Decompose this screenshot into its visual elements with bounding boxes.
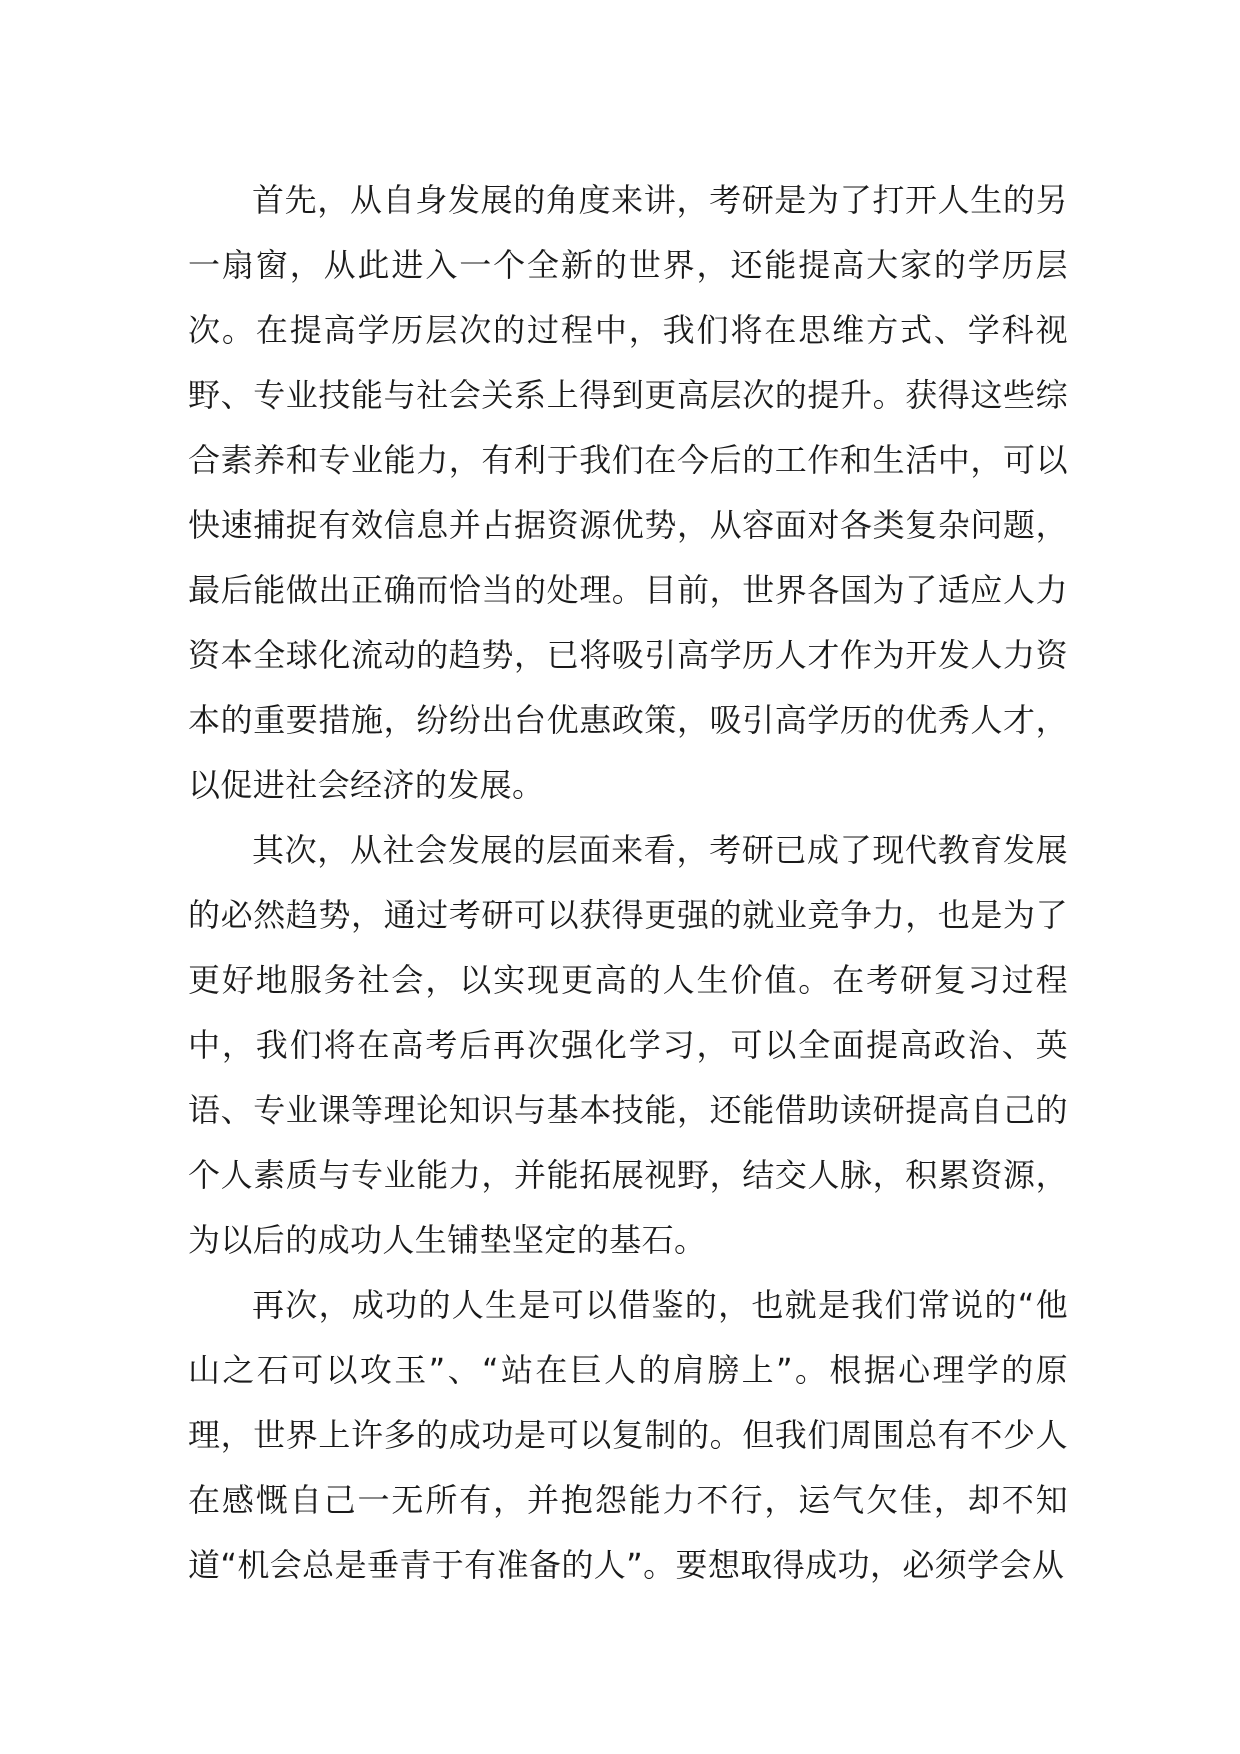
paragraph-2: 其次，从社会发展的层面来看，考研已成了现代教育发展的必然趋势，通过考研可以获得更强的就业竞争力，也是为了更好地服务社会，以实现更高的人生价值。在考研复习过程中，我们将在高考后再次强化学习，可以全面提高政治、英语、专业课等理论知识与基本技能，还能借助读研提高自己的个人素质与专业能力，并能拓展视野，结交人脉，积累资源，为以后的成功人生铺垫坚定的基石。: [188, 831, 1068, 1259]
body-text: [188, 168, 1068, 1598]
paragraph-3: 再次，成功的人生是可以借鉴的，也就是我们常说的“他山之石可以攻玉”、“站在巨人的肩膀上”。根据心理学的原理，世界上许多的成功是可以复制的。但我们周围总有不少人在感慨自己一无所有，并抱怨能力不行，运气欠佳，却不知道“机会总是垂青于有准备的人”。要想取得成功，必须学会从: [188, 1286, 1068, 1584]
paragraph-1: 首先，从自身发展的角度来讲，考研是为了打开人生的另一扇窗，从此进入一个全新的世界，还能提高大家的学历层次。在提高学历层次的过程中，我们将在思维方式、学科视野、专业技能与社会关系上得到更高层次的提升。获得这些综合素养和专业能力，有利于我们在今后的工作和生活中，可以快速捕捉有效信息并占据资源优势，从容面对各类复杂问题，最后能做出正确而恰当的处理。目前，世界各国为了适应人力资本全球化流动的趋势，已将吸引高学历人才作为开发人力资本的重要措施，纷纷出台优惠政策，吸引高学历的优秀人才，以促进社会经济的发展。: [188, 181, 1068, 804]
